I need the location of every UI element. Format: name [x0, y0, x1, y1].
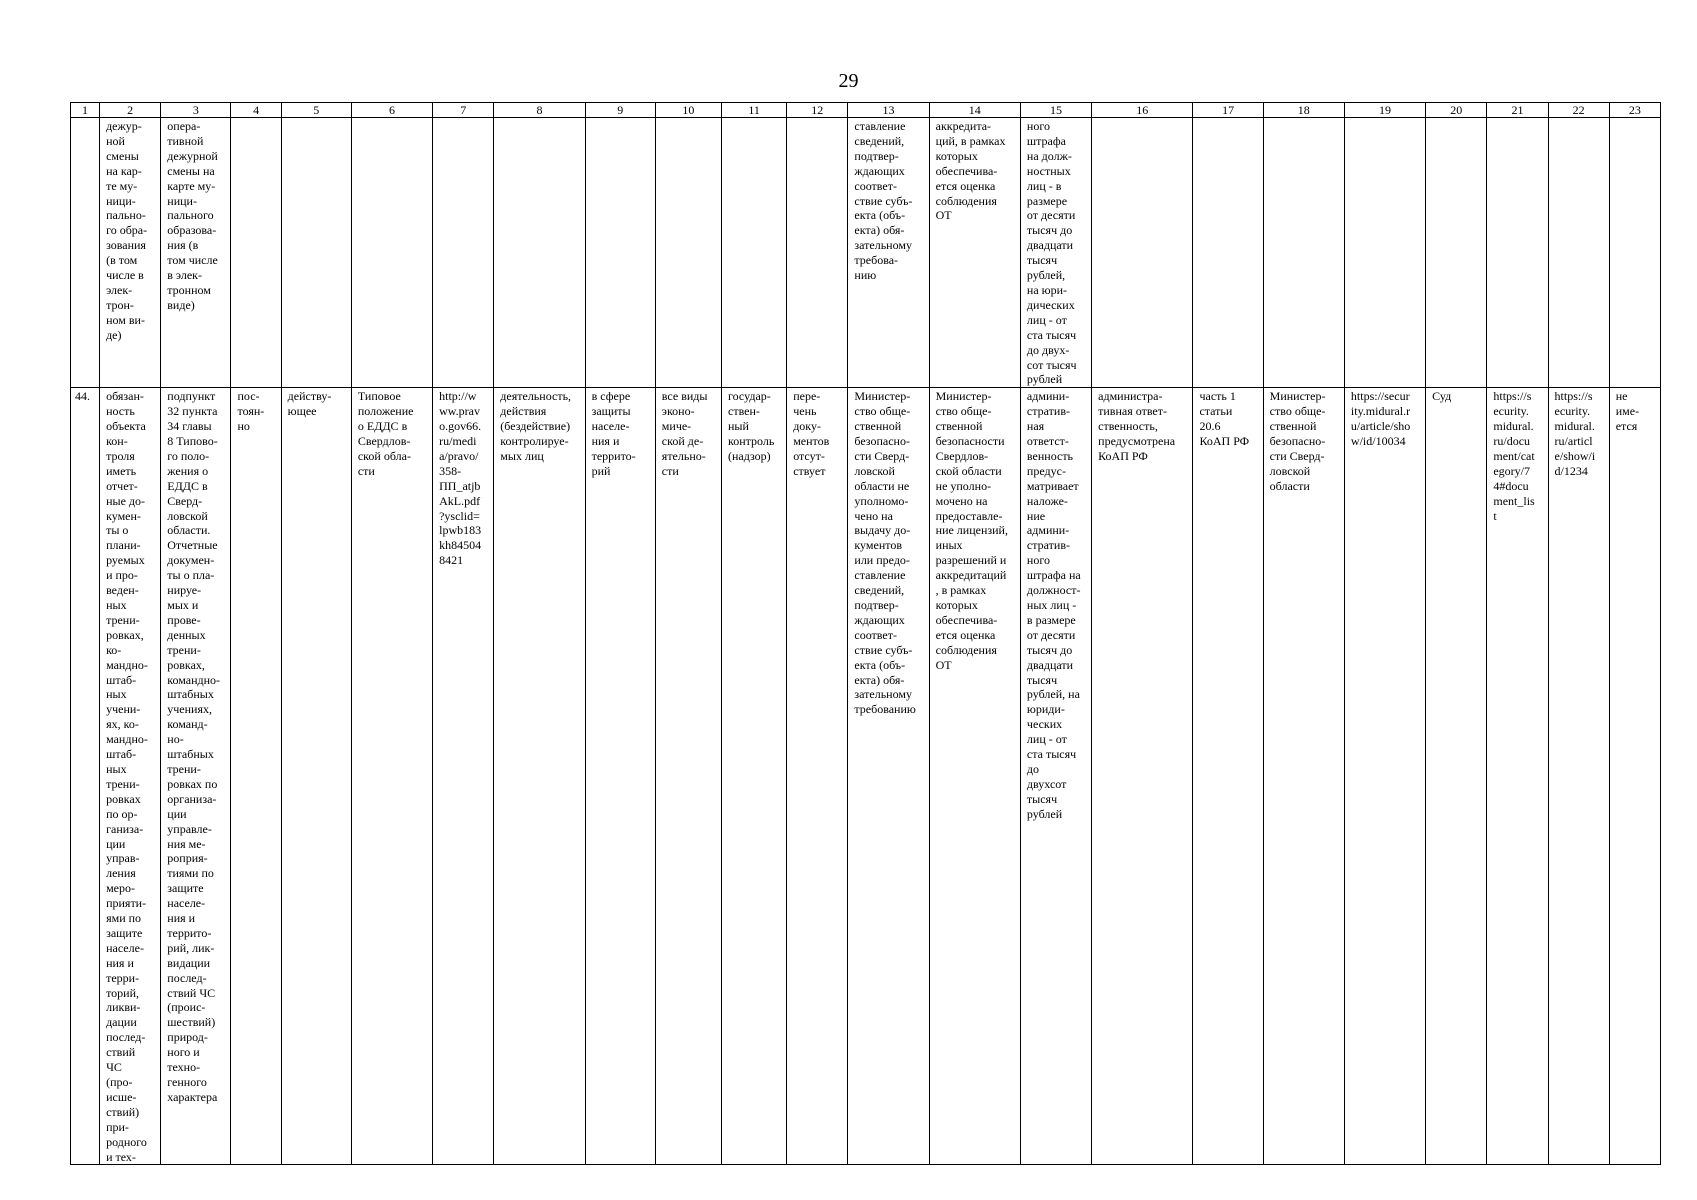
column-number-22: 22 [1548, 103, 1609, 118]
table-cell-col-4 [231, 118, 281, 388]
table-cell-col-1: 44. [71, 388, 100, 1165]
table-cell-col-6: Типовое положение о ЕДДС в Свердлов- ской обла- сти [351, 388, 432, 1165]
table-cell-col-18: Министер- ство обще- ственной безопасно- сти Сверд- ловской области [1263, 388, 1344, 1165]
column-number-15: 15 [1020, 103, 1091, 118]
table-cell-col-23 [1609, 118, 1660, 388]
table-cell-col-9 [585, 118, 655, 388]
table-cell-col-8 [494, 118, 585, 388]
table-cell-col-6 [351, 118, 432, 388]
table-cell-col-23: не име- ется [1609, 388, 1660, 1165]
column-number-7: 7 [433, 103, 494, 118]
column-number-3: 3 [161, 103, 231, 118]
table-cell-col-19: https://secur ity.midural.r u/article/sho w/id/10034 [1344, 388, 1425, 1165]
column-number-6: 6 [351, 103, 432, 118]
column-number-5: 5 [281, 103, 351, 118]
table-cell-col-3: опера- тивной дежурной смены на карте му- ници- пального образова- ния (в том числе в элек- тронном виде) [161, 118, 231, 388]
column-number-8: 8 [494, 103, 585, 118]
table-cell-col-18 [1263, 118, 1344, 388]
column-number-20: 20 [1426, 103, 1487, 118]
table-cell-col-1 [71, 118, 100, 388]
column-number-23: 23 [1609, 103, 1660, 118]
column-number-17: 17 [1193, 103, 1263, 118]
table-cell-col-3: подпункт 32 пункта 34 главы 8 Типово- го поло- жения о ЕДДС в Сверд- ловской области. Отчетные докумен- ты о пла- нируе- мых и прове- денных трени- ровках, командно- штабных учениях, команд- но- штабных трени- ровках по организа- ции управле- ния ме- роприя- тиями по защите населе- ния и террито- рий, лик- видации послед- ствий ЧС (проис- шествий) природ- ного и техно- генного характера [161, 388, 231, 1165]
table-cell-col-20 [1426, 118, 1487, 388]
table-row-continuation [71, 118, 1661, 388]
table-cell-col-14: аккредита- ций, в рамках которых обеспечива- ется оценка соблюдения ОТ [929, 118, 1020, 388]
table-cell-col-2: дежур- ной смены на кар- те му- ници- пально- го обра- зования (в том числе в элек- трон- ном ви- де) [100, 118, 161, 388]
regulation-table [70, 102, 1661, 1165]
table-cell-col-16 [1092, 118, 1193, 388]
column-number-16: 16 [1092, 103, 1193, 118]
table-cell-col-12: пере- чень доку- ментов отсут- ствует [787, 388, 848, 1165]
table-cell-col-14: Министер- ство обще- ственной безопасности Свердлов- ской области не уполно- мочено на предоставле- ние лицензий, иных разрешений и аккредитаций , в рамках которых обеспечива- ется оценка соблюдения ОТ [929, 388, 1020, 1165]
table-cell-col-9: в сфере защиты населе- ния и террито- рий [585, 388, 655, 1165]
column-number-12: 12 [787, 103, 848, 118]
table-cell-col-22 [1548, 118, 1609, 388]
page-number: 29 [838, 70, 859, 92]
table-cell-col-17: часть 1 статьи 20.6 КоАП РФ [1193, 388, 1263, 1165]
table-cell-col-15: админи- стратив- ная ответст- венность предус- матривает наложе- ние админи- стратив- ного штрафа на должност- ных лиц - в размере от десяти тысяч до двадцати тысяч рублей, на юриди- ческих лиц - от ста тысяч до двухсот тысяч рублей [1020, 388, 1091, 1165]
column-number-1: 1 [71, 103, 100, 118]
table-cell-col-10 [655, 118, 721, 388]
column-number-10: 10 [655, 103, 721, 118]
table-cell-col-17 [1193, 118, 1263, 388]
table-cell-col-4: пос- тоян- но [231, 388, 281, 1165]
table-cell-col-20: Суд [1426, 388, 1487, 1165]
column-number-2: 2 [100, 103, 161, 118]
table-cell-col-19 [1344, 118, 1425, 388]
table-cell-col-7 [433, 118, 494, 388]
table-cell-col-11 [722, 118, 787, 388]
column-number-19: 19 [1344, 103, 1425, 118]
table-cell-col-21 [1487, 118, 1548, 388]
table-cell-col-5: действу- ющее [281, 388, 351, 1165]
table-cell-col-10: все виды эконо- миче- ской де- ятельно- сти [655, 388, 721, 1165]
table-cell-col-13: Министер- ство обще- ственной безопасно- сти Сверд- ловской области не уполномо- чено на выдачу до- кументов или предо- ставление сведений, подтвер- ждающих соответ- ствие субъ- екта (объ- екта) обя- зательному требованию [848, 388, 929, 1165]
column-number-4: 4 [231, 103, 281, 118]
table-cell-col-12 [787, 118, 848, 388]
column-number-row [71, 103, 1661, 118]
column-number-21: 21 [1487, 103, 1548, 118]
column-number-18: 18 [1263, 103, 1344, 118]
table-cell-col-21: https://s ecurity. midural. ru/docu ment/cat egory/7 4#docu ment_lis t [1487, 388, 1548, 1165]
table-cell-col-22: https://s ecurity. midural. ru/articl e/show/i d/1234 [1548, 388, 1609, 1165]
table-row-44 [71, 388, 1661, 1165]
table-cell-col-13: ставление сведений, подтвер- ждающих соответ- ствие субъ- екта (объ- екта) обя- зательному требова- нию [848, 118, 929, 388]
table-cell-col-15: ного штрафа на долж- ностных лиц - в размере от десяти тысяч до двадцати тысяч рублей, на юри- дических лиц - от ста тысяч до двух- сот тысяч рублей [1020, 118, 1091, 388]
table-cell-col-7: http://w ww.prav o.gov66. ru/medi a/pravo/ 358- ПП_atjb AkL.pdf ?ysclid= lpwb183 kh84504 8421 [433, 388, 494, 1165]
column-number-9: 9 [585, 103, 655, 118]
table-cell-col-11: государ- ствен- ный контроль (надзор) [722, 388, 787, 1165]
column-number-13: 13 [848, 103, 929, 118]
table-cell-col-8: деятельность, действия (бездействие) контролируе- мых лиц [494, 388, 585, 1165]
column-number-14: 14 [929, 103, 1020, 118]
table-cell-col-16: администра- тивная ответ- ственность, предусмотрена КоАП РФ [1092, 388, 1193, 1165]
table-cell-col-5 [281, 118, 351, 388]
column-number-11: 11 [722, 103, 787, 118]
table-cell-col-2: обязан- ность объекта кон- троля иметь отчет- ные до- кумен- ты о плани- руемых и про- веден- ных трени- ровках, ко- мандно- штаб- ных учени- ях, ко- мандно- штаб- ных трени- ровках по ор- ганиза- ции управ- ления меро- прияти- ями по защите населе- ния и терри- торий, ликви- дации послед- ствий ЧС (про- исше- ствий) при- родного и тех- [100, 388, 161, 1165]
